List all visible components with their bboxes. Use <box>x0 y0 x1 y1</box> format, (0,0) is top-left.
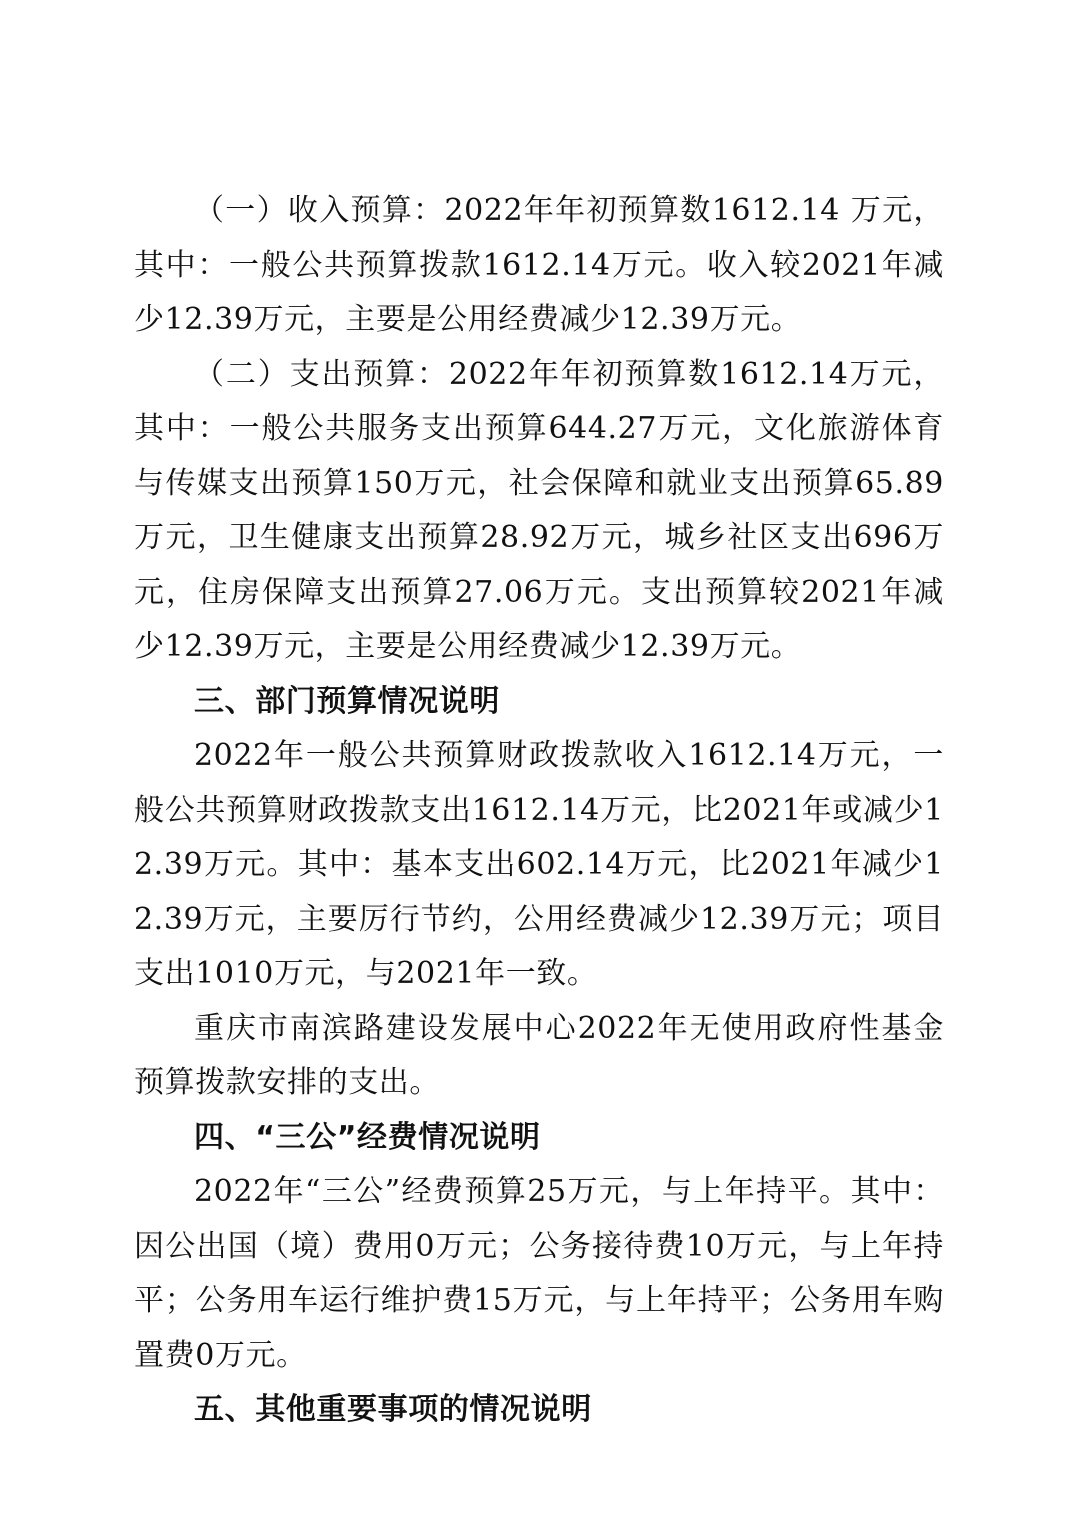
government-fund-paragraph: 重庆市南滨路建设发展中心2022年无使用政府性基金预算拨款安排的支出。 <box>134 1010 944 1100</box>
document-page <box>134 184 944 1438</box>
income-budget-paragraph: （一）收入预算：2022年年初预算数1612.14 万元，其中：一般公共预算拨款1612.14万元。收入较2021年减少12.39万元，主要是公用经费减少12.39万元。 <box>134 193 944 337</box>
general-budget-paragraph: 2022年一般公共预算财政拨款收入1612.14万元，一般公共预算财政拨款支出1612.14万元，比2021年或减少12.39万元。其中：基本支出602.14万元，比2021年减少12.39万元，主要厉行节约，公用经费减少12.39万元；项目支出1010万元，与2021年一致。 <box>134 738 944 991</box>
section-heading-other-matters: 五、其他重要事项的情况说明 <box>194 1392 592 1427</box>
section-heading-three-public-expenses: 四、“三公”经费情况说明 <box>194 1119 541 1155</box>
expenditure-budget-paragraph: （二）支出预算：2022年年初预算数1612.14万元，其中：一般公共服务支出预算644.27万元，文化旅游体育与传媒支出预算150万元，社会保障和就业支出预算65.89万元，卫生健康支出预算28.92万元，城乡社区支出696万元，住房保障支出预算27.06万元。支出预算较2021年减少12.39万元，主要是公用经费减少12.39万元。 <box>134 356 944 664</box>
section-heading-department-budget: 三、部门预算情况说明 <box>194 683 500 719</box>
three-public-expenses-paragraph: 2022年“三公”经费预算25万元，与上年持平。其中：因公出国（境）费用0万元；公务接待费10万元，与上年持平；公务用车运行维护费15万元，与上年持平；公务用车购置费0万元。 <box>134 1174 944 1373</box>
